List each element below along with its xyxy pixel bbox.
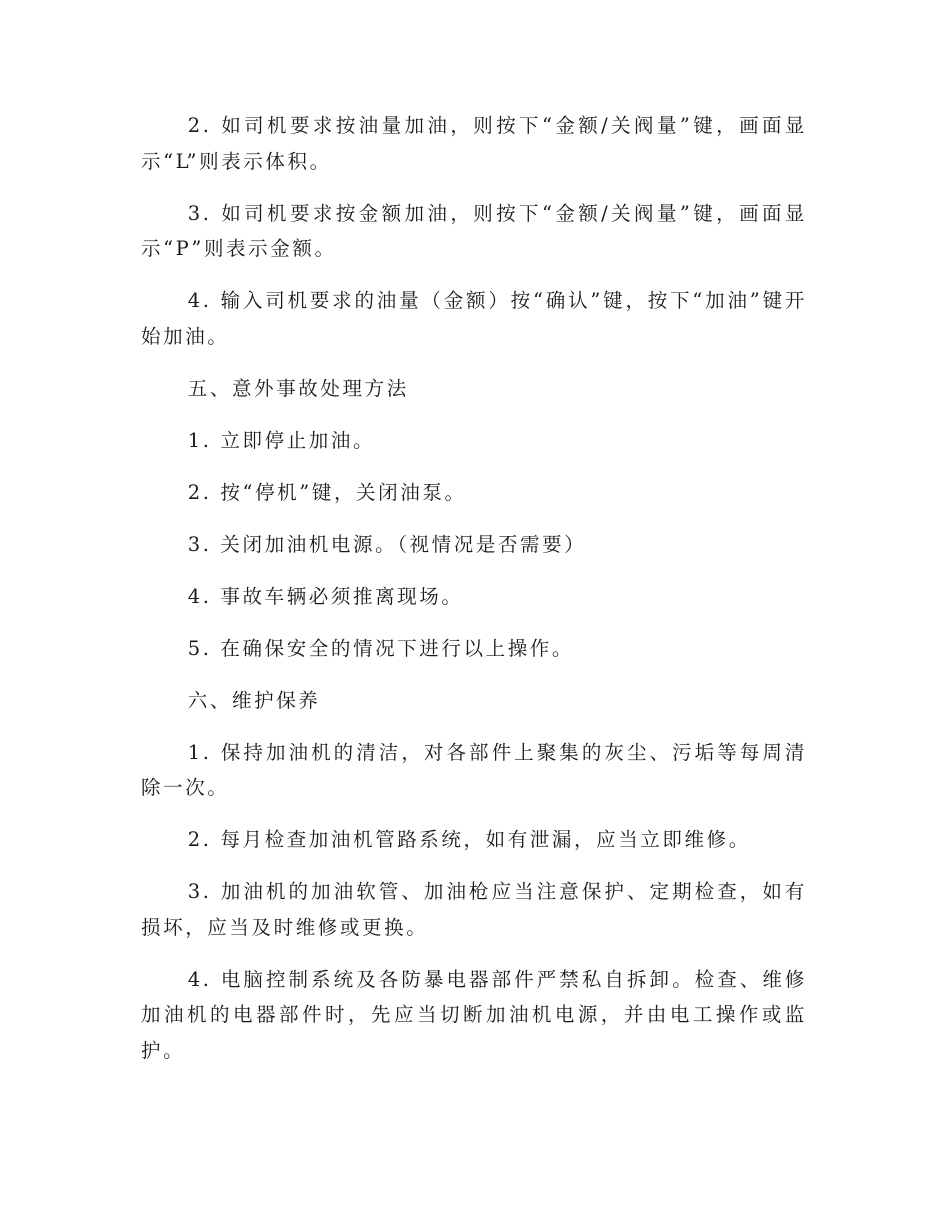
step-4-paragraph: 4. 输入司机要求的油量（金额）按“确认”键，按下“加油”键开始加油。 [141, 289, 807, 348]
maintenance-step-1: 1. 保持加油机的清洁，对各部件上聚集的灰尘、污垢等每周清除一次。 [141, 740, 807, 799]
accident-step-2: 2. 按“停机”键，关闭油泵。 [187, 480, 467, 504]
section-5-heading: 五、意外事故处理方法 [187, 376, 409, 400]
accident-step-1: 1. 立即停止加油。 [187, 428, 376, 452]
maintenance-step-4: 4. 电脑控制系统及各防暴电器部件严禁私自拆卸。检查、维修加油机的电器部件时，先应当切断加油机电源，并由电工操作或监护。 [141, 967, 807, 1062]
maintenance-step-3: 3. 加油机的加油软管、加油枪应当注意保护、定期检查，如有损坏，应当及时维修或更换。 [141, 880, 807, 939]
accident-step-5: 5. 在确保安全的情况下进行以上操作。 [187, 636, 575, 660]
document-body [141, 108, 807, 1085]
accident-step-3: 3. 关闭加油机电源。（视情况是否需要） [187, 532, 587, 556]
step-2-paragraph: 2. 如司机要求按油量加油，则按下“金额/关阀量”键，画面显示“L”则表示体积。 [141, 114, 807, 173]
maintenance-step-2: 2. 每月检查加油机管路系统，如有泄漏，应当立即维修。 [187, 828, 751, 851]
step-3-paragraph: 3. 如司机要求按金额加油，则按下“金额/关阀量”键，画面显示“P”则表示金额。 [141, 201, 807, 260]
section-6-heading: 六、维护保养 [187, 688, 321, 712]
accident-step-4: 4. 事故车辆必须推离现场。 [187, 584, 464, 608]
